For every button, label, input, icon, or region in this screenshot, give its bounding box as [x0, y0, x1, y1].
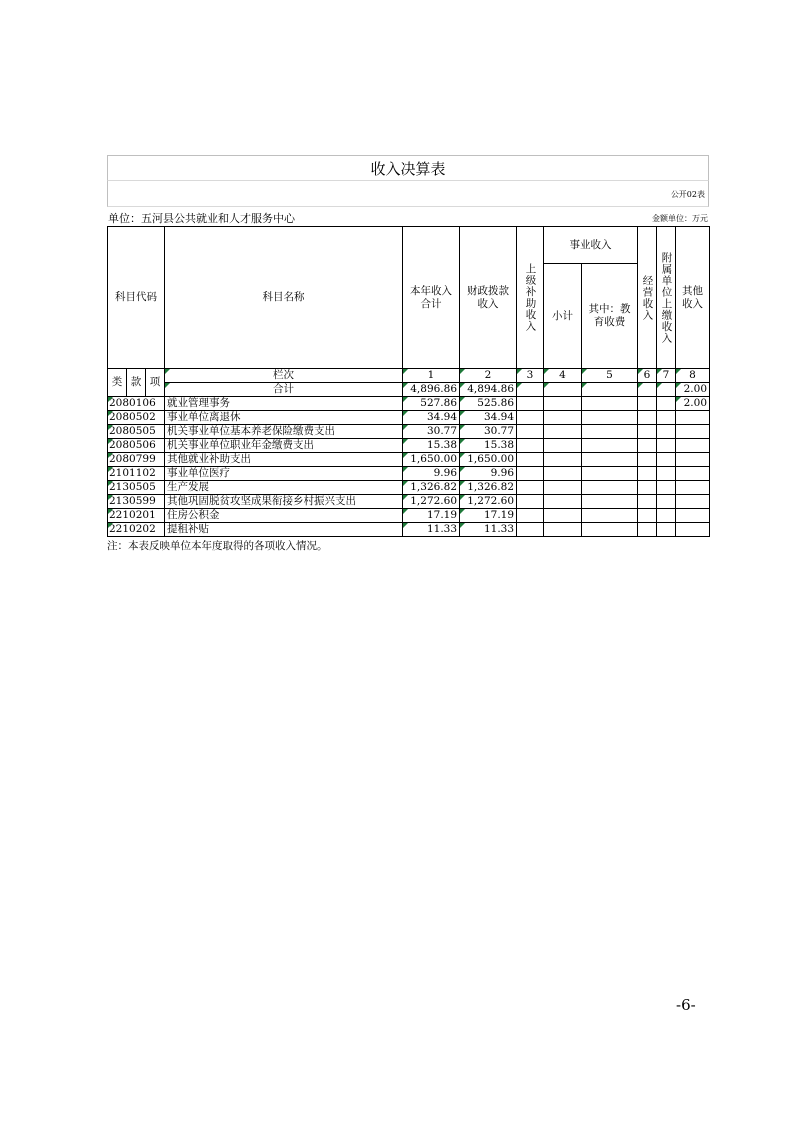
cell	[582, 481, 638, 495]
cell	[517, 439, 544, 453]
table-row	[108, 509, 710, 523]
cell	[544, 397, 582, 411]
row-other	[676, 509, 710, 523]
header-superior-text: 上级补助收入	[524, 263, 537, 332]
cell	[517, 383, 544, 397]
header-education-text: 其中：教育收费	[588, 303, 631, 328]
header-affiliated-text: 附属单位上缴收入	[660, 251, 673, 344]
cell	[638, 495, 657, 509]
table-row	[108, 439, 710, 453]
row-name: 其他巩固脱贫攻坚成果衔接乡村振兴支出	[165, 495, 403, 509]
col-no-5: 5	[582, 369, 638, 383]
row-name: 事业单位离退休	[165, 411, 403, 425]
row-other	[676, 523, 710, 537]
cell	[657, 383, 676, 397]
cell	[517, 397, 544, 411]
row-fiscal: 34.94	[460, 411, 517, 425]
cell	[638, 383, 657, 397]
header-education	[582, 264, 638, 369]
cell	[517, 523, 544, 537]
cell	[657, 495, 676, 509]
income-table	[107, 226, 710, 537]
header-affiliated	[657, 227, 676, 369]
cell	[657, 523, 676, 537]
col-no-7: 7	[657, 369, 676, 383]
col-no-4: 4	[544, 369, 582, 383]
cell	[582, 425, 638, 439]
cell	[517, 425, 544, 439]
cell	[657, 481, 676, 495]
cell	[582, 509, 638, 523]
header-class: 类	[108, 369, 127, 397]
table-row	[108, 411, 710, 425]
cell	[638, 411, 657, 425]
cell	[638, 453, 657, 467]
row-other: 2.00	[676, 397, 710, 411]
cell	[582, 383, 638, 397]
row-other	[676, 425, 710, 439]
cell	[638, 439, 657, 453]
row-name: 事业单位医疗	[165, 467, 403, 481]
form-code-row	[107, 181, 709, 207]
row-other	[676, 439, 710, 453]
row-fiscal: 525.86	[460, 397, 517, 411]
cell	[517, 495, 544, 509]
row-code: 2130505	[108, 481, 165, 495]
row-total: 1,650.00	[403, 453, 460, 467]
row-fiscal: 15.38	[460, 439, 517, 453]
row-other	[676, 453, 710, 467]
row-total: 15.38	[403, 439, 460, 453]
row-name: 机关事业单位职业年金缴费支出	[165, 439, 403, 453]
cell	[544, 495, 582, 509]
row-fiscal: 9.96	[460, 467, 517, 481]
cell	[582, 467, 638, 481]
table-note: 注：本表反映单位本年度取得的各项收入情况。	[107, 540, 328, 552]
row-name: 就业管理事务	[165, 397, 403, 411]
cell	[582, 495, 638, 509]
cell	[582, 439, 638, 453]
row-name: 提租补贴	[165, 523, 403, 537]
row-fiscal: 30.77	[460, 425, 517, 439]
row-total: 527.86	[403, 397, 460, 411]
form-code: 公开02表	[670, 190, 705, 199]
total-fiscal-sum: 4,894.86	[460, 383, 517, 397]
row-total: 1,272.60	[403, 495, 460, 509]
cell	[638, 467, 657, 481]
cell	[582, 397, 638, 411]
cell	[544, 523, 582, 537]
column-no-label: 栏次	[165, 369, 403, 383]
row-code: 2210201	[108, 509, 165, 523]
row-code: 2101102	[108, 467, 165, 481]
table-title: 收入决算表	[107, 155, 709, 181]
unit-name: 单位：五河县公共就业和人才服务中心	[108, 212, 295, 225]
row-total: 34.94	[403, 411, 460, 425]
row-total: 30.77	[403, 425, 460, 439]
cell	[582, 523, 638, 537]
cell	[657, 439, 676, 453]
row-other	[676, 411, 710, 425]
header-fiscal	[460, 227, 517, 369]
cell	[544, 467, 582, 481]
cell	[638, 509, 657, 523]
cell	[657, 425, 676, 439]
cell	[517, 467, 544, 481]
row-code: 2080106	[108, 397, 165, 411]
col-no-1: 1	[403, 369, 460, 383]
header-other-text: 其他收入	[682, 284, 704, 310]
col-no-6: 6	[638, 369, 657, 383]
row-fiscal: 1,272.60	[460, 495, 517, 509]
cell	[638, 523, 657, 537]
col-no-2: 2	[460, 369, 517, 383]
col-no-8: 8	[676, 369, 710, 383]
header-subject-code: 科目代码	[108, 227, 165, 369]
header-item: 项	[146, 369, 165, 397]
row-other	[676, 495, 710, 509]
amount-unit: 金额单位：万元	[652, 214, 708, 223]
row-total: 17.19	[403, 509, 460, 523]
cell	[544, 509, 582, 523]
row-other	[676, 481, 710, 495]
cell	[544, 383, 582, 397]
header-subject-name: 科目名称	[165, 227, 403, 369]
row-fiscal: 1,326.82	[460, 481, 517, 495]
cell	[544, 453, 582, 467]
table-row	[108, 397, 710, 411]
header-fiscal-text: 财政拨款收入	[467, 284, 510, 310]
row-total: 1,326.82	[403, 481, 460, 495]
cell	[657, 509, 676, 523]
unit-row	[107, 207, 709, 226]
row-other	[676, 467, 710, 481]
cell	[544, 439, 582, 453]
row-fiscal: 11.33	[460, 523, 517, 537]
header-total-income-text: 本年收入合计	[410, 284, 453, 310]
total-other-sum: 2.00	[676, 383, 710, 397]
header-business: 事业收入	[544, 227, 638, 264]
row-code: 2080505	[108, 425, 165, 439]
row-fiscal: 17.19	[460, 509, 517, 523]
row-total: 11.33	[403, 523, 460, 537]
cell	[517, 509, 544, 523]
header-total-income	[403, 227, 460, 369]
header-subtotal: 小计	[544, 264, 582, 369]
page-number: -6-	[676, 996, 696, 1014]
cell	[657, 411, 676, 425]
row-name: 住房公积金	[165, 509, 403, 523]
header-superior	[517, 227, 544, 369]
table-row	[108, 481, 710, 495]
row-code: 2130599	[108, 495, 165, 509]
cell	[517, 453, 544, 467]
table-row	[108, 453, 710, 467]
cell	[638, 397, 657, 411]
cell	[657, 467, 676, 481]
total-label: 合计	[165, 383, 403, 397]
table-row	[108, 425, 710, 439]
row-name: 其他就业补助支出	[165, 453, 403, 467]
header-section: 款	[127, 369, 146, 397]
row-total: 9.96	[403, 467, 460, 481]
cell	[638, 481, 657, 495]
header-other	[676, 227, 710, 369]
row-code: 2080506	[108, 439, 165, 453]
row-name: 机关事业单位基本养老保险缴费支出	[165, 425, 403, 439]
table-row	[108, 495, 710, 509]
cell	[517, 481, 544, 495]
cell	[517, 411, 544, 425]
row-fiscal: 1,650.00	[460, 453, 517, 467]
table-row	[108, 523, 710, 537]
cell	[582, 411, 638, 425]
cell	[657, 397, 676, 411]
cell	[638, 425, 657, 439]
total-income-sum: 4,896.86	[403, 383, 460, 397]
cell	[582, 453, 638, 467]
table-row	[108, 467, 710, 481]
cell	[544, 425, 582, 439]
row-code: 2080502	[108, 411, 165, 425]
header-operating	[638, 227, 657, 369]
row-code: 2080799	[108, 453, 165, 467]
row-name: 生产发展	[165, 481, 403, 495]
income-statement-sheet	[107, 155, 709, 553]
cell	[544, 411, 582, 425]
cell	[544, 481, 582, 495]
cell	[657, 453, 676, 467]
header-operating-text: 经营收入	[641, 274, 654, 321]
row-code: 2210202	[108, 523, 165, 537]
col-no-3: 3	[517, 369, 544, 383]
